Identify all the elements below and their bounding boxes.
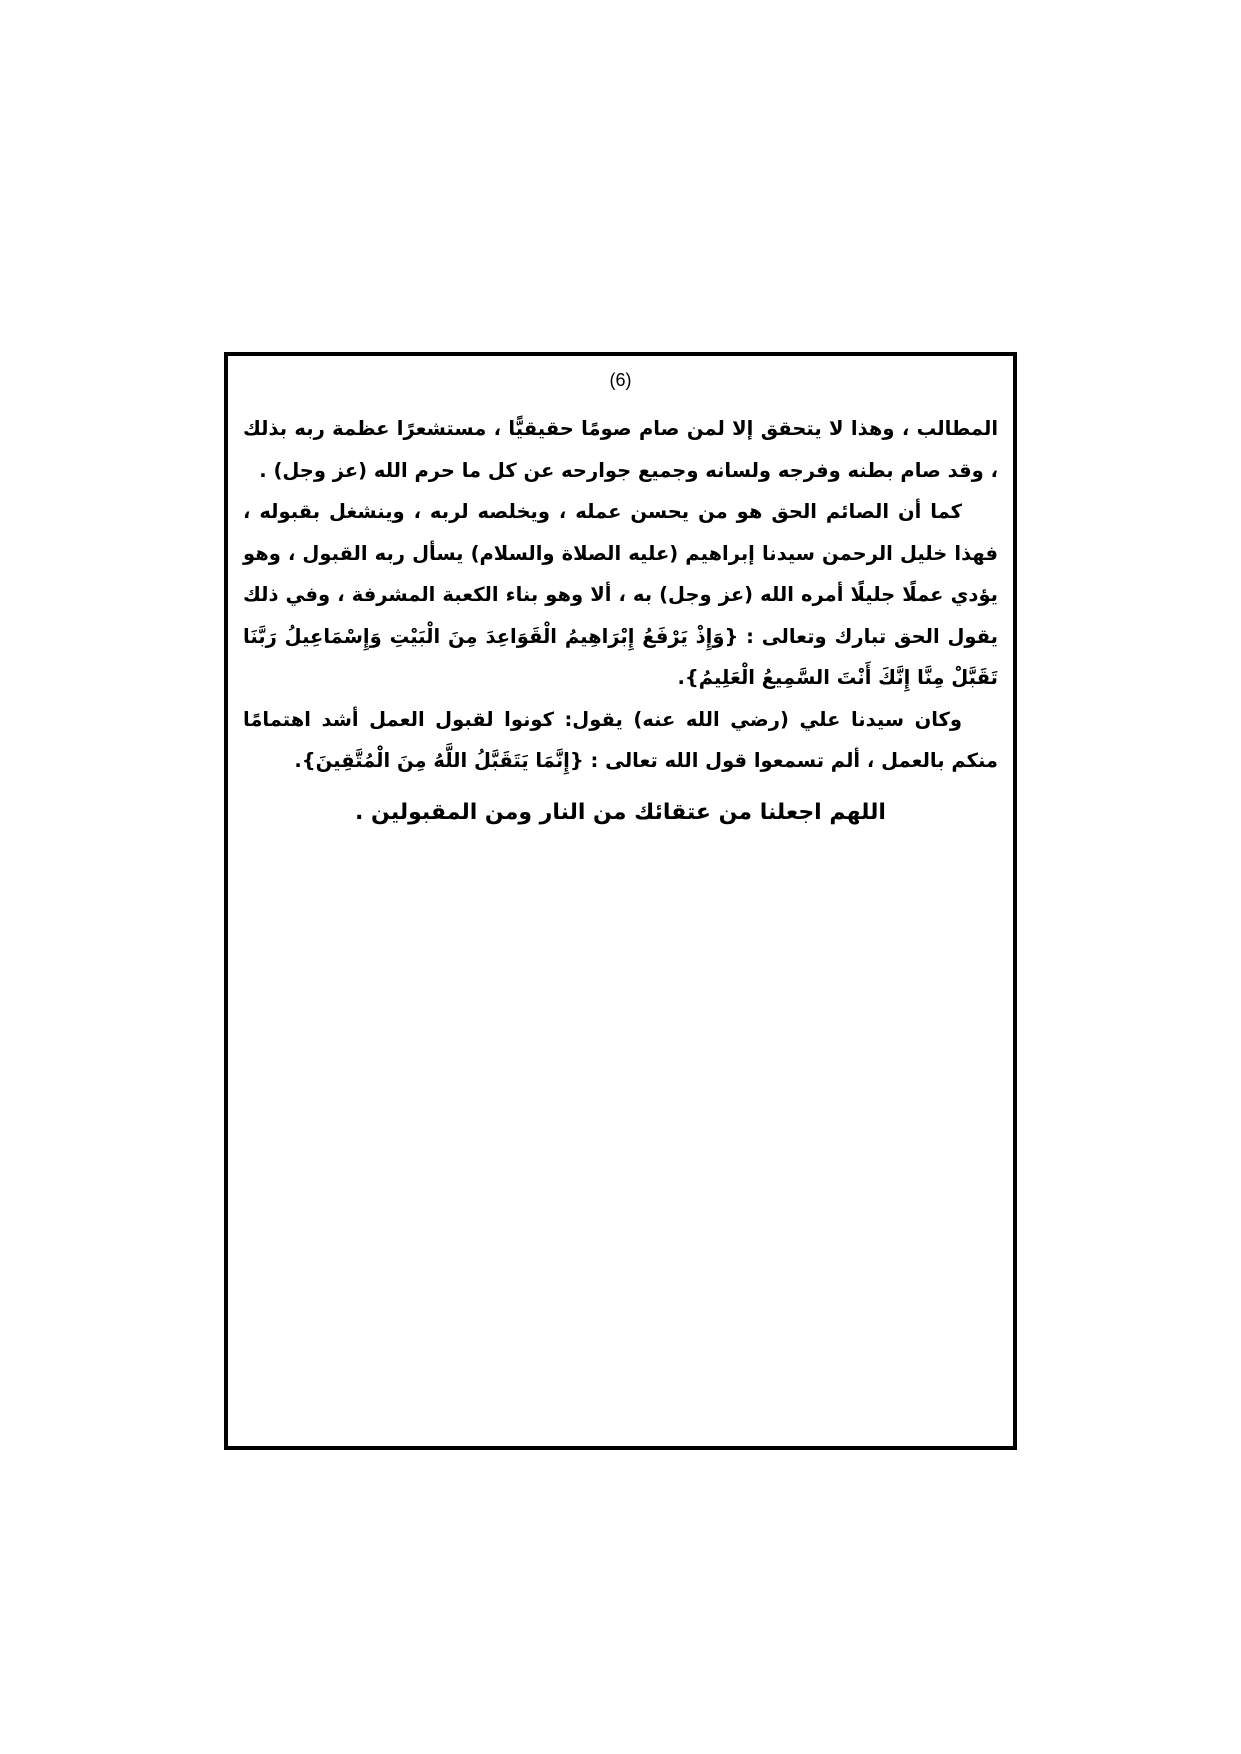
paragraph-3: وكان سيدنا علي (رضي الله عنه) يقول: كونوا لقبول العمل أشد اهتمامًا منكم بالعمل ، ألم تسمعوا قول الله تعالى : {إِنَّمَا يَتَقَبَّلُ اللَّهُ مِنَ الْمُتَّقِينَ}. (243, 707, 998, 772)
paragraph-1: المطالب ، وهذا لا يتحقق إلا لمن صام صومًا حقيقيًّا ، مستشعرًا عظمة ربه بذلك ، وقد صام بطنه وفرجه ولسانه وجميع جوارحه عن كل ما حرم الله (عز وجل) . (243, 417, 998, 482)
page-frame (224, 352, 1017, 1450)
page-number: (6) (609, 370, 632, 390)
paragraph-2: كما أن الصائم الحق هو من يحسن عمله ، ويخلصه لربه ، وينشغل بقبوله ، فهذا خليل الرحمن سيدنا إبراهيم (عليه الصلاة والسلام) يسأل ربه القبول ، وهو يؤدي عملًا جليلًا أمره الله (عز وجل) به ، ألا وهو بناء الكعبة المشرفة ، وفي ذلك يقول الحق تبارك وتعالى : {وَإِذْ يَرْفَعُ إِبْرَاهِيمُ الْقَوَاعِدَ مِنَ الْبَيْتِ وَإِسْمَاعِيلُ رَبَّنَا تَقَبَّلْ مِنَّا إِنَّكَ أَنْتَ السَّمِيعُ الْعَلِيمُ}. (243, 500, 998, 689)
page-content (243, 408, 998, 828)
closing-prayer: اللهم اجعلنا من عتقائك من النار ومن المقبولين . (355, 799, 886, 825)
